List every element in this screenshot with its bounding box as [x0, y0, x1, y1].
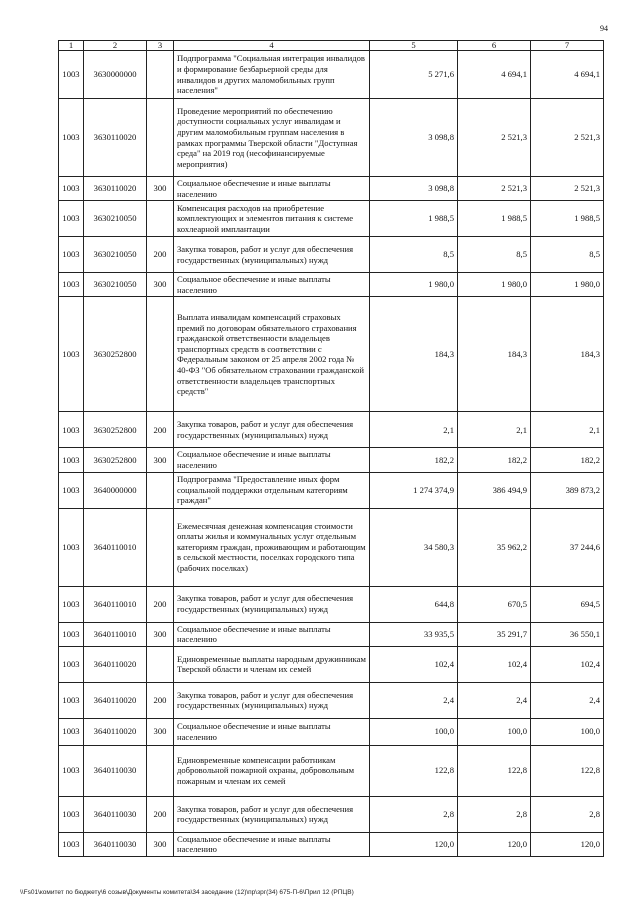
target-article-cell: 3640110030 [84, 796, 147, 832]
table-row [59, 448, 604, 472]
section-code-cell: 1003 [59, 586, 84, 622]
description-cell: Подпрограмма "Предоставление иных форм социальной поддержки отдельным категориям граждан" [174, 472, 370, 508]
description-cell: Социальное обеспечение и иные выплаты населению [174, 448, 370, 472]
section-code-cell: 1003 [59, 796, 84, 832]
table-row [59, 832, 604, 856]
table-row [59, 201, 604, 237]
target-article-cell: 3630110020 [84, 99, 147, 177]
target-article-cell: 3630252800 [84, 412, 147, 448]
amount-year1-cell: 100,0 [370, 718, 458, 745]
expense-type-cell: 300 [147, 273, 174, 297]
footer-file-path: \\Fs01\комитет по бюджету\6 созыв\Документы комитета\34 заседание (12)\пр\зрг(34) 675-П-6\Прил 12 (РПЦВ) [20, 889, 354, 896]
table-row [59, 273, 604, 297]
section-code-cell: 1003 [59, 682, 84, 718]
section-code-cell: 1003 [59, 201, 84, 237]
expense-type-cell [147, 51, 174, 99]
amount-year3-cell: 2,1 [531, 412, 604, 448]
section-code-cell: 1003 [59, 99, 84, 177]
expense-type-cell: 200 [147, 796, 174, 832]
table-row [59, 682, 604, 718]
amount-year1-cell: 34 580,3 [370, 508, 458, 586]
section-code-cell: 1003 [59, 745, 84, 796]
description-cell: Социальное обеспечение и иные выплаты населению [174, 177, 370, 201]
amount-year3-cell: 1 980,0 [531, 273, 604, 297]
description-cell: Социальное обеспечение и иные выплаты населению [174, 718, 370, 745]
amount-year2-cell: 1 980,0 [458, 273, 531, 297]
amount-year2-cell: 8,5 [458, 237, 531, 273]
table-row [59, 745, 604, 796]
target-article-cell: 3630252800 [84, 297, 147, 412]
amount-year2-cell: 184,3 [458, 297, 531, 412]
section-code-cell: 1003 [59, 448, 84, 472]
amount-year3-cell: 120,0 [531, 832, 604, 856]
target-article-cell: 3640110030 [84, 745, 147, 796]
amount-year3-cell: 36 550,1 [531, 622, 604, 646]
description-cell: Единовременные выплаты народным дружинникам Тверской области и членам их семей [174, 646, 370, 682]
section-code-cell: 1003 [59, 51, 84, 99]
expense-type-cell [147, 297, 174, 412]
col-header: 4 [174, 41, 370, 51]
amount-year3-cell: 2 521,3 [531, 99, 604, 177]
amount-year3-cell: 122,8 [531, 745, 604, 796]
description-cell: Закупка товаров, работ и услуг для обеспечения государственных (муниципальных) нужд [174, 237, 370, 273]
description-cell: Подпрограмма "Социальная интеграция инвалидов и формирование безбарьерной среды для инвалидов и других маломобильных групп населения" [174, 51, 370, 99]
section-code-cell: 1003 [59, 472, 84, 508]
amount-year2-cell: 670,5 [458, 586, 531, 622]
expense-type-cell: 300 [147, 622, 174, 646]
amount-year3-cell: 182,2 [531, 448, 604, 472]
amount-year1-cell: 5 271,6 [370, 51, 458, 99]
table-row [59, 796, 604, 832]
section-code-cell: 1003 [59, 273, 84, 297]
amount-year1-cell: 8,5 [370, 237, 458, 273]
col-header: 2 [84, 41, 147, 51]
amount-year3-cell: 37 244,6 [531, 508, 604, 586]
description-cell: Закупка товаров, работ и услуг для обеспечения государственных (муниципальных) нужд [174, 682, 370, 718]
table-row [59, 718, 604, 745]
description-cell: Социальное обеспечение и иные выплаты населению [174, 273, 370, 297]
amount-year1-cell: 120,0 [370, 832, 458, 856]
section-code-cell: 1003 [59, 177, 84, 201]
expense-type-cell [147, 201, 174, 237]
table-row [59, 646, 604, 682]
amount-year3-cell: 4 694,1 [531, 51, 604, 99]
target-article-cell: 3640110020 [84, 682, 147, 718]
expense-type-cell: 200 [147, 586, 174, 622]
col-header: 1 [59, 41, 84, 51]
target-article-cell: 3630252800 [84, 448, 147, 472]
target-article-cell: 3640000000 [84, 472, 147, 508]
expense-type-cell: 300 [147, 448, 174, 472]
table-row [59, 412, 604, 448]
amount-year2-cell: 386 494,9 [458, 472, 531, 508]
target-article-cell: 3630210050 [84, 237, 147, 273]
amount-year2-cell: 102,4 [458, 646, 531, 682]
description-cell: Единовременные компенсации работникам добровольной пожарной охраны, добровольным пожарным и членам их семей [174, 745, 370, 796]
amount-year1-cell: 122,8 [370, 745, 458, 796]
col-header: 7 [531, 41, 604, 51]
table-row [59, 237, 604, 273]
amount-year3-cell: 2 521,3 [531, 177, 604, 201]
expense-type-cell: 300 [147, 832, 174, 856]
description-cell: Закупка товаров, работ и услуг для обеспечения государственных (муниципальных) нужд [174, 412, 370, 448]
amount-year1-cell: 2,1 [370, 412, 458, 448]
amount-year1-cell: 102,4 [370, 646, 458, 682]
section-code-cell: 1003 [59, 718, 84, 745]
expense-type-cell [147, 99, 174, 177]
amount-year2-cell: 2,8 [458, 796, 531, 832]
target-article-cell: 3630000000 [84, 51, 147, 99]
table-row [59, 99, 604, 177]
table-row [59, 508, 604, 586]
target-article-cell: 3640110020 [84, 646, 147, 682]
amount-year3-cell: 2,4 [531, 682, 604, 718]
expense-type-cell: 300 [147, 718, 174, 745]
section-code-cell: 1003 [59, 237, 84, 273]
amount-year2-cell: 2,1 [458, 412, 531, 448]
table-row [59, 586, 604, 622]
table-row [59, 622, 604, 646]
description-cell: Закупка товаров, работ и услуг для обеспечения государственных (муниципальных) нужд [174, 586, 370, 622]
target-article-cell: 3630210050 [84, 273, 147, 297]
table-row [59, 51, 604, 99]
amount-year2-cell: 4 694,1 [458, 51, 531, 99]
amount-year3-cell: 2,8 [531, 796, 604, 832]
section-code-cell: 1003 [59, 412, 84, 448]
amount-year1-cell: 2,8 [370, 796, 458, 832]
amount-year3-cell: 389 873,2 [531, 472, 604, 508]
amount-year3-cell: 8,5 [531, 237, 604, 273]
amount-year3-cell: 102,4 [531, 646, 604, 682]
section-code-cell: 1003 [59, 832, 84, 856]
expense-type-cell [147, 646, 174, 682]
col-header: 3 [147, 41, 174, 51]
section-code-cell: 1003 [59, 622, 84, 646]
amount-year1-cell: 2,4 [370, 682, 458, 718]
expense-type-cell: 200 [147, 412, 174, 448]
target-article-cell: 3640110010 [84, 622, 147, 646]
expense-type-cell [147, 508, 174, 586]
amount-year1-cell: 33 935,5 [370, 622, 458, 646]
expense-type-cell: 200 [147, 237, 174, 273]
amount-year1-cell: 182,2 [370, 448, 458, 472]
description-cell: Компенсация расходов на приобретение комплектующих и элементов питания к системе кохлеарной имплантации [174, 201, 370, 237]
description-cell: Выплата инвалидам компенсаций страховых премий по договорам обязательного страхования гражданской ответственности владельцев транспортных средств в соответствии с Федеральным законом от 25 апреля 2002 года № 40-ФЗ "Об обязательном страховании гражданской ответственности владельцев транспортных средств" [174, 297, 370, 412]
expense-type-cell [147, 472, 174, 508]
expense-type-cell [147, 745, 174, 796]
table-row [59, 297, 604, 412]
description-cell: Ежемесячная денежная компенсация стоимости оплаты жилья и коммунальных услуг отдельным категориям граждан, проживающим и работающим в сельской местности, поселках городского типа (рабочих поселках) [174, 508, 370, 586]
description-cell: Проведение мероприятий по обеспечению доступности социальных услуг инвалидам и другим маломобильным группам населения в рамках программы Тверской области "Доступная среда" на 2019 год (несофинансируемые мероприятия) [174, 99, 370, 177]
col-header: 6 [458, 41, 531, 51]
amount-year1-cell: 644,8 [370, 586, 458, 622]
amount-year1-cell: 3 098,8 [370, 99, 458, 177]
amount-year3-cell: 1 988,5 [531, 201, 604, 237]
budget-table [58, 40, 604, 857]
page-number: 94 [600, 24, 608, 33]
section-code-cell: 1003 [59, 646, 84, 682]
amount-year2-cell: 122,8 [458, 745, 531, 796]
amount-year2-cell: 120,0 [458, 832, 531, 856]
target-article-cell: 3640110030 [84, 832, 147, 856]
amount-year2-cell: 2 521,3 [458, 177, 531, 201]
amount-year2-cell: 2,4 [458, 682, 531, 718]
table-row [59, 472, 604, 508]
target-article-cell: 3640110010 [84, 586, 147, 622]
description-cell: Социальное обеспечение и иные выплаты населению [174, 622, 370, 646]
section-code-cell: 1003 [59, 508, 84, 586]
amount-year2-cell: 182,2 [458, 448, 531, 472]
expense-type-cell: 300 [147, 177, 174, 201]
amount-year2-cell: 100,0 [458, 718, 531, 745]
target-article-cell: 3640110010 [84, 508, 147, 586]
amount-year1-cell: 1 980,0 [370, 273, 458, 297]
amount-year3-cell: 184,3 [531, 297, 604, 412]
header-row [59, 41, 604, 51]
target-article-cell: 3630110020 [84, 177, 147, 201]
target-article-cell: 3640110020 [84, 718, 147, 745]
description-cell: Социальное обеспечение и иные выплаты населению [174, 832, 370, 856]
amount-year3-cell: 694,5 [531, 586, 604, 622]
amount-year1-cell: 1 988,5 [370, 201, 458, 237]
amount-year1-cell: 184,3 [370, 297, 458, 412]
col-header: 5 [370, 41, 458, 51]
section-code-cell: 1003 [59, 297, 84, 412]
amount-year2-cell: 2 521,3 [458, 99, 531, 177]
amount-year2-cell: 1 988,5 [458, 201, 531, 237]
description-cell: Закупка товаров, работ и услуг для обеспечения государственных (муниципальных) нужд [174, 796, 370, 832]
amount-year1-cell: 3 098,8 [370, 177, 458, 201]
target-article-cell: 3630210050 [84, 201, 147, 237]
expense-type-cell: 200 [147, 682, 174, 718]
amount-year2-cell: 35 962,2 [458, 508, 531, 586]
amount-year2-cell: 35 291,7 [458, 622, 531, 646]
amount-year3-cell: 100,0 [531, 718, 604, 745]
table-row [59, 177, 604, 201]
amount-year1-cell: 1 274 374,9 [370, 472, 458, 508]
